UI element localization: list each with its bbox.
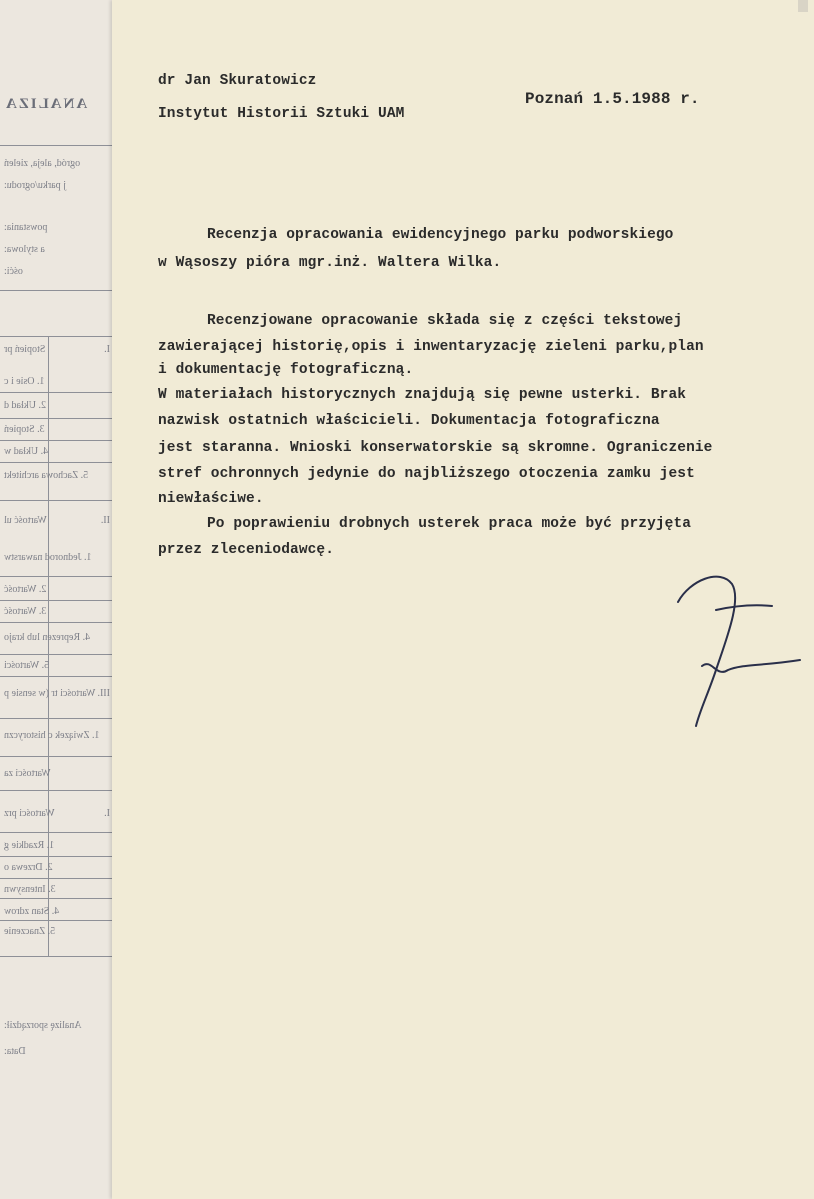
body-line: przez zleceniodawcę.	[158, 542, 335, 558]
form-fragment: Data:	[4, 1046, 26, 1057]
form-fragment: Wartości tr (w sensie p	[4, 688, 96, 699]
form-roman-numeral: II.	[100, 515, 110, 526]
form-fragment: Wartość ul	[4, 515, 47, 526]
form-fragment: powstania:	[4, 222, 48, 233]
form-rule	[0, 790, 116, 791]
form-fragment: 2. Układ d	[4, 400, 46, 411]
form-fragment: ogród, aleja, zieleń	[4, 158, 81, 169]
form-rule	[0, 898, 116, 899]
form-rule	[0, 500, 116, 501]
form-fragment: Stopień pr	[4, 344, 46, 355]
form-rule	[0, 600, 116, 601]
form-fragment: 4. Układ w	[4, 446, 49, 457]
page-corner	[798, 0, 808, 12]
form-fragment: a stylowa:	[4, 244, 45, 255]
form-rule	[0, 878, 116, 879]
form-rule	[0, 622, 116, 623]
body-line: stref ochronnych jedynie do najbliższego otoczenia zamku jest	[158, 466, 695, 482]
form-rule	[0, 576, 116, 577]
form-fragment: Analizę sporządził:	[4, 1020, 82, 1031]
form-fragment: Wartości za	[4, 768, 51, 779]
form-rule	[0, 920, 116, 921]
review-title-line: Recenzja opracowania ewidencyjnego parku podworskiego	[207, 227, 674, 243]
body-line: Recenzjowane opracowanie składa się z części tekstowej	[207, 313, 683, 329]
body-line: W materiałach historycznych znajdują się pewne usterki. Brak	[158, 387, 687, 403]
form-rule	[0, 145, 116, 146]
form-fragment: 1. Rzadkie g	[4, 840, 55, 851]
body-line: nazwisk ostatnich właścicieli. Dokumentacja fotograficzna	[158, 413, 660, 429]
form-fragment: 1. Związek c historyczn	[4, 730, 100, 741]
handwritten-signature	[672, 570, 812, 740]
form-roman-numeral: I.	[104, 344, 110, 355]
form-roman-numeral: III.	[97, 688, 110, 699]
form-fragment: 5. Wartości	[4, 660, 50, 671]
form-fragment: 2. Drzewa o	[4, 862, 53, 873]
typed-letter-page	[112, 0, 814, 1199]
body-line: jest staranna. Wnioski konserwatorskie są skromne. Ograniczenie	[158, 440, 713, 456]
form-rule	[0, 832, 116, 833]
form-fragment: 2. Wartość	[4, 584, 47, 595]
form-fragment: 1. Osie i c	[4, 376, 45, 387]
form-fragment: Wartości prz	[4, 808, 55, 819]
form-rule	[0, 654, 116, 655]
author-name: dr Jan Skuratowicz	[158, 73, 317, 89]
form-fragment: 3. Intensywn	[4, 884, 56, 895]
form-rule	[0, 418, 116, 419]
form-rule	[0, 392, 116, 393]
body-line: zawierającej historię,opis i inwentaryzację zieleni parku,plan	[158, 339, 704, 355]
form-rule	[0, 336, 116, 337]
form-fragment: 3. Stopień	[4, 424, 45, 435]
review-title-line: w Wąsoszy pióra mgr.inż. Waltera Wilka.	[158, 255, 502, 271]
form-rule	[0, 718, 116, 719]
form-roman-numeral: I.	[104, 808, 110, 819]
form-fragment: 4. Reprezen lub krajo	[4, 632, 91, 643]
form-fragment: 4. Stan zdrow	[4, 906, 60, 917]
underlying-form-sheet	[0, 0, 121, 1199]
form-fragment: 5. Znaczenie	[4, 926, 56, 937]
institution-name: Instytut Historii Sztuki UAM	[158, 106, 405, 122]
form-fragment: 5. Zachowa architekt	[4, 470, 89, 481]
form-rule	[0, 756, 116, 757]
form-fragment: ośći:	[4, 266, 23, 277]
underlying-form-heading: ANALIZA	[4, 96, 88, 112]
form-fragment: j parku/ogrodu:	[4, 180, 66, 191]
form-rule	[0, 856, 116, 857]
form-rule	[0, 676, 116, 677]
form-rule	[0, 956, 116, 957]
body-line: i dokumentację fotograficzną.	[158, 362, 414, 378]
place-and-date: Poznań 1.5.1988 r.	[525, 90, 700, 108]
form-rule	[0, 462, 116, 463]
form-fragment: 1. Jednorod nawarstw	[4, 552, 92, 563]
body-line: Po poprawieniu drobnych usterek praca może być przyjęta	[207, 516, 692, 532]
form-rule	[0, 440, 116, 441]
form-rule	[0, 290, 116, 291]
form-fragment: 3. Wartość	[4, 606, 47, 617]
body-line: niewłaściwe.	[158, 491, 264, 507]
